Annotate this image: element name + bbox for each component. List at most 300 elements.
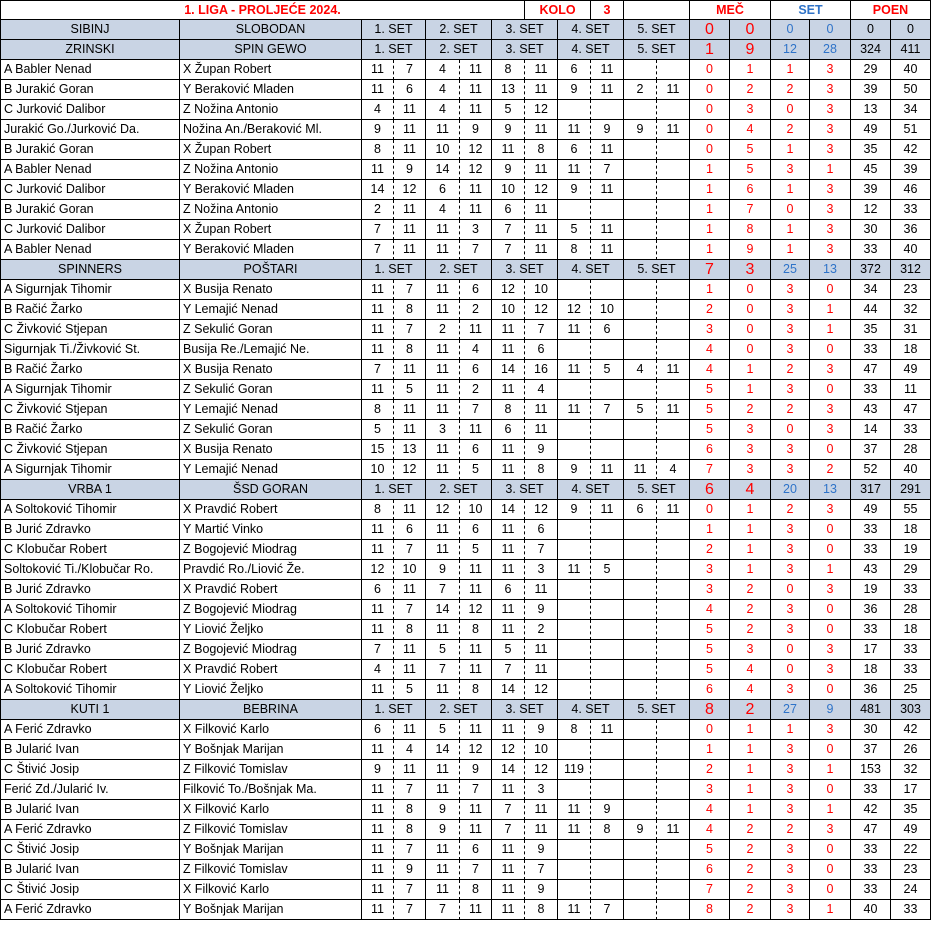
- player-home: A Babler Nenad: [0, 160, 180, 180]
- set-score-away: 6: [460, 520, 492, 540]
- set-score-home: 11: [426, 840, 460, 860]
- set-score-home: [624, 880, 657, 900]
- player-away: Z Nožina Antonio: [180, 160, 362, 180]
- match-mec-away: 4: [730, 480, 771, 500]
- game-sets-away: 3: [810, 100, 851, 120]
- set-score-home: 6: [492, 580, 525, 600]
- set-score-home: [624, 140, 657, 160]
- game-points-home: 33: [851, 840, 891, 860]
- set-score-away: [657, 180, 690, 200]
- team-b-name: SPIN GEWO: [180, 40, 362, 60]
- set-score-away: [591, 280, 624, 300]
- running-mec-home: 1: [690, 200, 730, 220]
- set-score-away: 11: [394, 220, 426, 240]
- game-points-home: 43: [851, 560, 891, 580]
- game-sets-home: 3: [771, 560, 810, 580]
- set-score-home: 11: [426, 540, 460, 560]
- set-header: 4. SET: [558, 20, 624, 40]
- set-score-away: 9: [525, 880, 558, 900]
- set-header: 2. SET: [426, 700, 492, 720]
- player-away: X Pravdić Robert: [180, 660, 362, 680]
- set-score-away: 11: [460, 720, 492, 740]
- game-sets-home: 1: [771, 240, 810, 260]
- set-score-away: 7: [394, 280, 426, 300]
- set-score-away: 11: [460, 560, 492, 580]
- set-score-away: 6: [525, 520, 558, 540]
- set-score-home: [558, 840, 591, 860]
- set-score-home: 5: [426, 720, 460, 740]
- game-row: [0, 460, 931, 480]
- set-score-home: [624, 680, 657, 700]
- set-score-home: 14: [362, 180, 394, 200]
- set-score-away: 2: [460, 380, 492, 400]
- set-score-home: 7: [362, 360, 394, 380]
- game-points-away: 42: [891, 140, 931, 160]
- set-score-away: 4: [394, 740, 426, 760]
- running-mec-away: 4: [730, 120, 771, 140]
- game-row: [0, 720, 931, 740]
- running-mec-home: 5: [690, 840, 730, 860]
- set-score-home: [558, 680, 591, 700]
- set-score-home: 11: [426, 520, 460, 540]
- player-away: X Župan Robert: [180, 140, 362, 160]
- game-sets-home: 3: [771, 860, 810, 880]
- set-score-away: 10: [394, 560, 426, 580]
- game-sets-away: 3: [810, 180, 851, 200]
- player-away: Y Beraković Mladen: [180, 180, 362, 200]
- set-score-home: 5: [492, 640, 525, 660]
- set-score-away: [657, 280, 690, 300]
- match-mec-home: 6: [690, 480, 730, 500]
- running-mec-home: 5: [690, 420, 730, 440]
- set-score-home: 11: [426, 120, 460, 140]
- game-points-away: 51: [891, 120, 931, 140]
- set-score-away: 11: [525, 400, 558, 420]
- kolo-label: KOLO: [525, 0, 591, 20]
- set-score-home: [624, 60, 657, 80]
- game-row: [0, 420, 931, 440]
- game-sets-home: 3: [771, 760, 810, 780]
- player-home: C Klobučar Robert: [0, 620, 180, 640]
- game-points-away: 46: [891, 180, 931, 200]
- set-score-home: 2: [624, 80, 657, 100]
- running-mec-away: 0: [730, 340, 771, 360]
- set-score-home: 9: [492, 120, 525, 140]
- game-points-home: 17: [851, 640, 891, 660]
- running-mec-away: 1: [730, 360, 771, 380]
- set-score-home: 11: [558, 160, 591, 180]
- game-points-home: 45: [851, 160, 891, 180]
- set-score-away: 7: [460, 400, 492, 420]
- set-score-home: 11: [492, 320, 525, 340]
- set-score-home: [558, 640, 591, 660]
- game-row: [0, 800, 931, 820]
- running-mec-away: 1: [730, 740, 771, 760]
- game-sets-away: 0: [810, 880, 851, 900]
- set-score-home: [558, 740, 591, 760]
- set-score-home: 15: [362, 440, 394, 460]
- running-mec-home: 5: [690, 400, 730, 420]
- set-score-home: 11: [426, 860, 460, 880]
- set-score-home: 11: [362, 840, 394, 860]
- player-away: Y Liović Željko: [180, 620, 362, 640]
- player-away: Z Bogojević Miodrag: [180, 540, 362, 560]
- game-row: [0, 160, 931, 180]
- set-score-away: [657, 620, 690, 640]
- set-score-away: 7: [591, 400, 624, 420]
- running-mec-away: 3: [730, 440, 771, 460]
- game-sets-home: 3: [771, 460, 810, 480]
- set-score-home: [558, 620, 591, 640]
- set-score-home: 11: [362, 820, 394, 840]
- player-away: X Pravdić Robert: [180, 500, 362, 520]
- set-header: 4. SET: [558, 40, 624, 60]
- game-points-home: 47: [851, 820, 891, 840]
- set-score-away: 9: [525, 840, 558, 860]
- player-away: Pravdić Ro./Liović Že.: [180, 560, 362, 580]
- set-score-away: 9: [460, 760, 492, 780]
- game-points-home: 153: [851, 760, 891, 780]
- game-sets-home: 3: [771, 440, 810, 460]
- set-score-away: [657, 240, 690, 260]
- set-score-home: [624, 860, 657, 880]
- game-sets-home: 3: [771, 740, 810, 760]
- set-score-home: [624, 240, 657, 260]
- player-home: B Jurakić Goran: [0, 80, 180, 100]
- set-score-away: [657, 520, 690, 540]
- set-header: 3. SET: [492, 20, 558, 40]
- running-mec-away: 4: [730, 680, 771, 700]
- game-sets-away: 3: [810, 220, 851, 240]
- set-score-away: 3: [460, 220, 492, 240]
- running-mec-home: 0: [690, 140, 730, 160]
- running-mec-home: 4: [690, 600, 730, 620]
- set-score-home: 6: [492, 200, 525, 220]
- player-away: Z Nožina Antonio: [180, 200, 362, 220]
- set-score-home: 11: [362, 280, 394, 300]
- team-b-name: POŠTARI: [180, 260, 362, 280]
- set-score-away: 6: [460, 840, 492, 860]
- set-score-home: 12: [492, 280, 525, 300]
- set-score-home: 12: [492, 740, 525, 760]
- running-mec-away: 1: [730, 760, 771, 780]
- set-header: 3. SET: [492, 40, 558, 60]
- player-home: A Sigurnjak Tihomir: [0, 460, 180, 480]
- set-score-away: 5: [591, 360, 624, 380]
- game-sets-away: 0: [810, 840, 851, 860]
- player-away: X Filković Karlo: [180, 720, 362, 740]
- set-score-away: [657, 800, 690, 820]
- set-score-home: 6: [624, 500, 657, 520]
- game-sets-home: 3: [771, 540, 810, 560]
- set-score-home: 11: [558, 120, 591, 140]
- game-points-away: 33: [891, 200, 931, 220]
- game-row: [0, 660, 931, 680]
- running-mec-away: 3: [730, 420, 771, 440]
- match-mec-away: 2: [730, 700, 771, 720]
- game-sets-home: 0: [771, 640, 810, 660]
- set-header: 5. SET: [624, 20, 690, 40]
- set-score-away: 11: [460, 100, 492, 120]
- set-score-home: 4: [426, 100, 460, 120]
- set-score-home: 4: [426, 80, 460, 100]
- player-away: Y Lemajić Nenad: [180, 300, 362, 320]
- game-points-away: 47: [891, 400, 931, 420]
- game-sets-away: 3: [810, 420, 851, 440]
- set-score-home: [624, 580, 657, 600]
- player-home: A Soltoković Tihomir: [0, 500, 180, 520]
- match-poen-away: 0: [891, 20, 931, 40]
- match-mec-home: 8: [690, 700, 730, 720]
- game-sets-home: 0: [771, 420, 810, 440]
- set-score-home: 5: [426, 640, 460, 660]
- game-sets-away: 3: [810, 500, 851, 520]
- set-score-away: 8: [591, 820, 624, 840]
- match-poen-home: 372: [851, 260, 891, 280]
- set-score-away: 6: [394, 520, 426, 540]
- game-points-away: 49: [891, 360, 931, 380]
- running-mec-away: 2: [730, 860, 771, 880]
- game-points-home: 49: [851, 120, 891, 140]
- set-score-away: 11: [591, 240, 624, 260]
- match-set-home: 0: [771, 20, 810, 40]
- set-score-home: 11: [492, 140, 525, 160]
- game-points-home: 49: [851, 500, 891, 520]
- game-row: [0, 220, 931, 240]
- set-header: 4. SET: [558, 480, 624, 500]
- set-score-home: 11: [362, 80, 394, 100]
- game-sets-away: 3: [810, 60, 851, 80]
- set-header: 4. SET: [558, 260, 624, 280]
- set-score-away: [657, 780, 690, 800]
- game-sets-home: 0: [771, 580, 810, 600]
- game-points-home: 43: [851, 400, 891, 420]
- game-points-away: 25: [891, 680, 931, 700]
- player-away: Y Lemajić Nenad: [180, 400, 362, 420]
- game-sets-away: 0: [810, 780, 851, 800]
- set-score-home: 9: [558, 500, 591, 520]
- game-row: [0, 440, 931, 460]
- set-score-away: 11: [394, 240, 426, 260]
- running-mec-away: 2: [730, 840, 771, 860]
- player-home: C Klobučar Robert: [0, 660, 180, 680]
- running-mec-away: 4: [730, 660, 771, 680]
- game-sets-home: 3: [771, 800, 810, 820]
- set-score-away: [657, 840, 690, 860]
- game-points-home: 30: [851, 720, 891, 740]
- player-home: A Soltoković Tihomir: [0, 600, 180, 620]
- set-score-away: 9: [525, 720, 558, 740]
- game-sets-away: 2: [810, 460, 851, 480]
- set-score-away: [657, 860, 690, 880]
- set-score-away: 11: [460, 900, 492, 920]
- set-header: 3. SET: [492, 480, 558, 500]
- game-points-home: 35: [851, 140, 891, 160]
- game-row: [0, 360, 931, 380]
- game-points-away: 33: [891, 580, 931, 600]
- set-score-away: 11: [394, 200, 426, 220]
- running-mec-home: 6: [690, 680, 730, 700]
- set-score-home: [624, 300, 657, 320]
- set-score-away: 11: [657, 820, 690, 840]
- game-points-away: 31: [891, 320, 931, 340]
- game-points-away: 33: [891, 900, 931, 920]
- running-mec-away: 0: [730, 300, 771, 320]
- set-score-home: 11: [426, 880, 460, 900]
- team-a-name: VRBA 1: [0, 480, 180, 500]
- set-score-away: 11: [525, 660, 558, 680]
- set-score-away: [657, 380, 690, 400]
- set-score-away: 11: [460, 60, 492, 80]
- set-score-away: 3: [525, 560, 558, 580]
- running-mec-home: 4: [690, 340, 730, 360]
- set-score-away: [591, 520, 624, 540]
- game-sets-away: 3: [810, 820, 851, 840]
- game-sets-home: 3: [771, 380, 810, 400]
- running-mec-home: 5: [690, 640, 730, 660]
- set-score-home: 6: [362, 580, 394, 600]
- set-score-home: 6: [362, 720, 394, 740]
- running-mec-away: 5: [730, 140, 771, 160]
- set-score-away: 8: [525, 140, 558, 160]
- set-score-home: 11: [492, 560, 525, 580]
- match-poen-away: 312: [891, 260, 931, 280]
- set-score-away: 7: [394, 320, 426, 340]
- player-away: Busija Re./Lemajić Ne.: [180, 340, 362, 360]
- game-sets-home: 2: [771, 820, 810, 840]
- set-score-home: 11: [492, 520, 525, 540]
- set-score-away: [657, 680, 690, 700]
- running-mec-home: 2: [690, 300, 730, 320]
- game-sets-away: 3: [810, 240, 851, 260]
- game-sets-away: 0: [810, 440, 851, 460]
- player-home: B Jularić Ivan: [0, 800, 180, 820]
- set-score-home: [624, 340, 657, 360]
- player-away: Z Bogojević Miodrag: [180, 600, 362, 620]
- team-b-name: BEBRINA: [180, 700, 362, 720]
- set-score-away: 12: [525, 180, 558, 200]
- set-score-away: [657, 660, 690, 680]
- set-score-home: [558, 580, 591, 600]
- match-header-row: [0, 40, 931, 60]
- set-score-home: [624, 220, 657, 240]
- running-mec-away: 1: [730, 560, 771, 580]
- game-sets-home: 1: [771, 220, 810, 240]
- league-title: 1. LIGA - PROLJEĆE 2024.: [0, 0, 525, 20]
- set-score-home: 119: [558, 760, 591, 780]
- set-score-home: 7: [492, 220, 525, 240]
- set-score-home: 11: [558, 800, 591, 820]
- game-sets-away: 0: [810, 280, 851, 300]
- game-sets-home: 3: [771, 620, 810, 640]
- running-mec-away: 1: [730, 380, 771, 400]
- game-points-away: 33: [891, 660, 931, 680]
- set-score-away: 11: [394, 720, 426, 740]
- game-sets-home: 3: [771, 680, 810, 700]
- set-score-away: 9: [591, 120, 624, 140]
- running-mec-home: 5: [690, 660, 730, 680]
- player-away: Z Sekulić Goran: [180, 380, 362, 400]
- set-header: 1. SET: [362, 260, 426, 280]
- game-sets-away: 0: [810, 520, 851, 540]
- player-home: Soltoković Ti./Klobučar Ro.: [0, 560, 180, 580]
- set-score-away: 11: [460, 80, 492, 100]
- set-score-home: [558, 520, 591, 540]
- set-header: 2. SET: [426, 40, 492, 60]
- set-score-home: 11: [362, 900, 394, 920]
- game-row: [0, 760, 931, 780]
- game-sets-home: 3: [771, 880, 810, 900]
- game-row: [0, 60, 931, 80]
- set-score-home: 9: [426, 820, 460, 840]
- set-score-home: 6: [426, 180, 460, 200]
- player-away: Z Sekulić Goran: [180, 420, 362, 440]
- player-home: B Račić Žarko: [0, 360, 180, 380]
- set-header: 3. SET: [492, 260, 558, 280]
- set-header: 5. SET: [624, 40, 690, 60]
- game-sets-home: 1: [771, 180, 810, 200]
- set-score-away: 8: [394, 340, 426, 360]
- set-score-home: 11: [426, 760, 460, 780]
- set-score-away: 7: [394, 840, 426, 860]
- set-score-home: 5: [558, 220, 591, 240]
- match-poen-home: 481: [851, 700, 891, 720]
- set-header: 5. SET: [624, 700, 690, 720]
- set-score-away: 11: [525, 80, 558, 100]
- set-score-away: [591, 440, 624, 460]
- set-score-home: [558, 440, 591, 460]
- set-score-away: 11: [525, 580, 558, 600]
- set-score-home: 5: [362, 420, 394, 440]
- game-sets-home: 3: [771, 840, 810, 860]
- set-score-away: 11: [460, 640, 492, 660]
- player-home: B Jularić Ivan: [0, 860, 180, 880]
- set-score-away: [657, 200, 690, 220]
- set-score-away: 11: [394, 360, 426, 380]
- match-poen-away: 291: [891, 480, 931, 500]
- game-points-home: 13: [851, 100, 891, 120]
- game-sets-home: 0: [771, 100, 810, 120]
- set-score-away: [657, 720, 690, 740]
- game-points-home: 47: [851, 360, 891, 380]
- running-mec-away: 1: [730, 540, 771, 560]
- match-set-away: 13: [810, 480, 851, 500]
- set-score-away: [657, 160, 690, 180]
- set-score-away: 11: [460, 800, 492, 820]
- set-score-away: 5: [394, 680, 426, 700]
- game-row: [0, 180, 931, 200]
- game-row: [0, 860, 931, 880]
- set-score-away: 8: [394, 300, 426, 320]
- game-points-away: 55: [891, 500, 931, 520]
- game-sets-away: 0: [810, 680, 851, 700]
- set-score-away: [591, 200, 624, 220]
- set-score-home: 13: [492, 80, 525, 100]
- set-score-away: 11: [525, 420, 558, 440]
- set-score-away: 7: [460, 240, 492, 260]
- set-score-away: [657, 600, 690, 620]
- running-mec-home: 6: [690, 860, 730, 880]
- running-mec-home: 0: [690, 720, 730, 740]
- set-score-home: 12: [362, 560, 394, 580]
- set-score-home: 11: [362, 740, 394, 760]
- game-sets-home: 2: [771, 80, 810, 100]
- match-poen-home: 0: [851, 20, 891, 40]
- set-score-home: 11: [362, 620, 394, 640]
- set-score-away: 12: [460, 140, 492, 160]
- player-home: C Štivić Josip: [0, 880, 180, 900]
- poen-label: POEN: [851, 0, 931, 20]
